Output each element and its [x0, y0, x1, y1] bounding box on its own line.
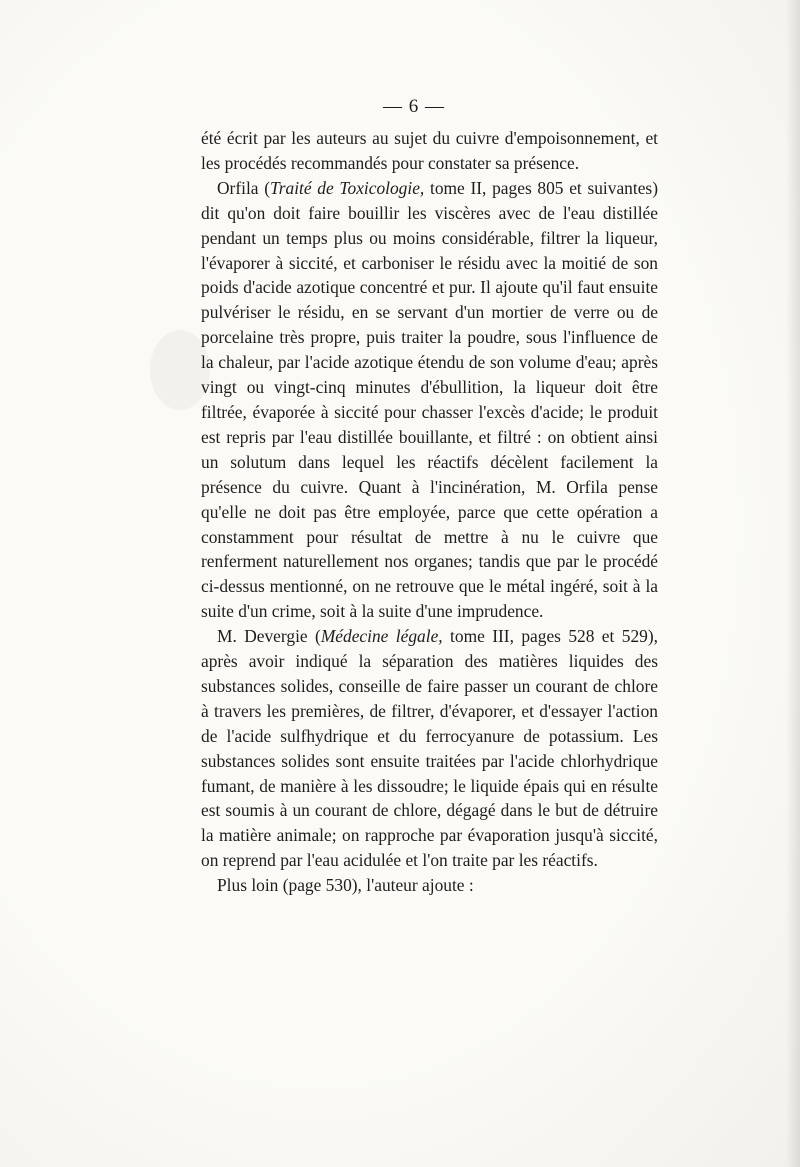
text-segment: été écrit par les auteurs au sujet du cuivre d'empoisonnement, et les procédés recommandés pour constater sa présence. — [201, 128, 658, 173]
body-text — [201, 126, 658, 898]
paragraph-3 — [201, 624, 658, 873]
paragraph-4 — [201, 873, 658, 898]
page-number: — 6 — — [383, 96, 445, 117]
paragraph-1 — [201, 126, 658, 176]
italic-title: Médecine légale, — [320, 626, 443, 647]
text-segment: Orfila ( — [217, 177, 271, 198]
text-segment: tome III, pages 528 et 529), après avoir indiqué la séparation des matières liquides des substances solides, conseille de faire passer un courant de chlore à travers les premières, de filtrer, d'évaporer, et d'essayer l'action de l'acide sulfhydrique et du ferrocyanure de potassium. Les substances solides sont ensuite traitées par l'acide chlorhydrique fumant, de manière à les dissoudre; le liquide épais qui en résulte est soumis à un courant de chlore, dégagé dans le but de détruire la matière animale; on rapproche par évaporation jusqu'à siccité, on reprend par l'eau acidulée et l'on traite par les réactifs. — [201, 626, 658, 871]
italic-title: Traité de Toxicologie, — [270, 177, 425, 198]
page-edge-shadow — [786, 0, 800, 1167]
text-segment: tome II, pages 805 et suivantes) dit qu'on doit faire bouillir les viscères avec de l'eau distillée pendant un temps plus ou moins considérable, filtrer la liqueur, l'évaporer à siccité, et carboniser le résidu avec la moitié de son poids d'acide azotique concentré et pur. Il ajoute qu'il faut ensuite pulvériser le résidu, en se servant d'un mortier de verre ou de porcelaine très propre, puis traiter la poudre, sous l'influence de la chaleur, par l'acide azotique étendu de son volume d'eau; après vingt ou vingt-cinq minutes d'ébullition, la liqueur doit être filtrée, évaporée à siccité pour chasser l'excès d'acide; le produit est repris par l'eau distillée bouillante, et filtré : on obtient ainsi un solutum dans lequel les réactifs décèlent facilement la présence du cuivre. Quant à l'incinération, M. Orfila pense qu'elle ne doit pas être employée, parce que cette opération a constamment pour résultat de mettre à nu le cuivre que renferment naturellement nos organes; tandis que par le procédé ci-dessus mentionné, on ne retrouve que le métal ingéré, soit à la suite d'un crime, soit à la suite d'une imprudence. — [201, 177, 658, 622]
paragraph-2 — [201, 176, 658, 624]
text-segment: Plus loin (page 530), l'auteur ajoute : — [217, 875, 474, 896]
text-segment: M. Devergie ( — [217, 626, 321, 647]
